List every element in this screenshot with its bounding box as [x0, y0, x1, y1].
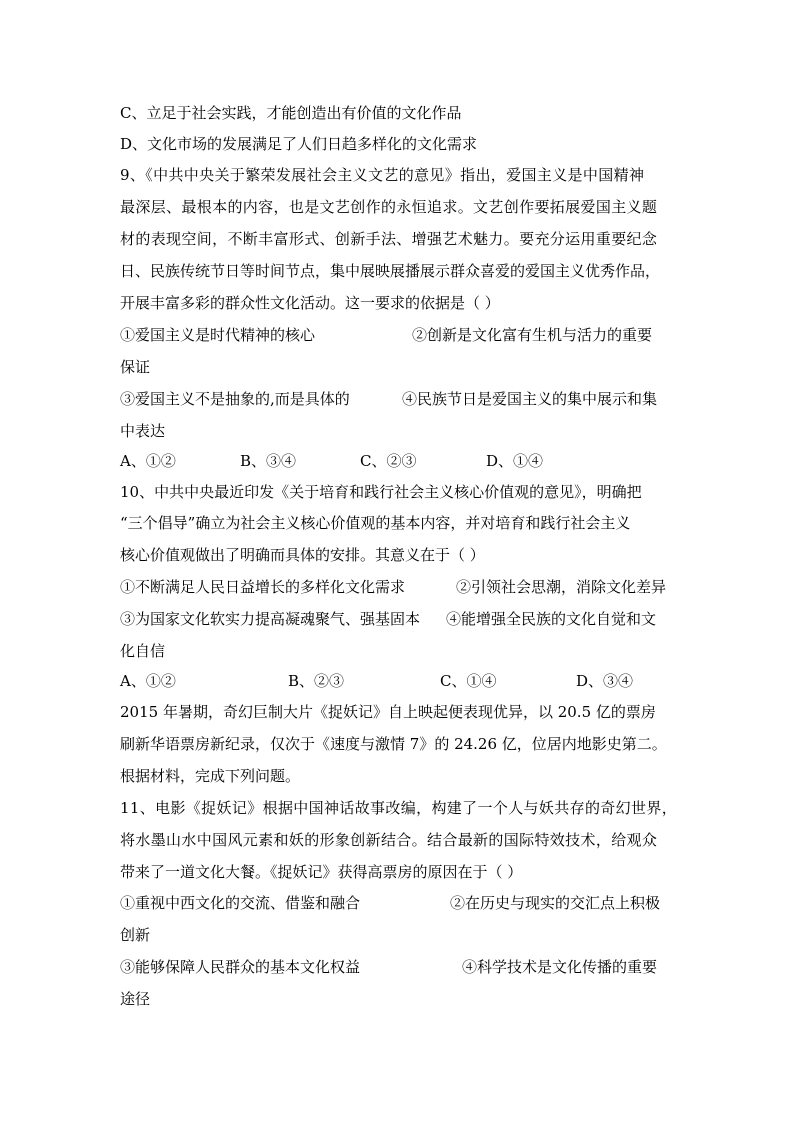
q9-option-c: C、②③: [360, 452, 417, 470]
q10-item-4-cont: 化自信: [120, 642, 166, 660]
q9-stem-line: 开展丰富多彩的群众性文化活动。这一要求的依据是（ ）: [120, 294, 500, 312]
q9-option-d: D、①④: [486, 452, 544, 470]
q10-item-1: ①不断满足人民日益增长的多样化文化需求: [120, 578, 406, 596]
q11-item-4: ④科学技术是文化传播的重要: [462, 958, 658, 976]
q9-item-4: ④民族节日是爱国主义的集中展示和集: [402, 390, 658, 408]
q10-option-b: B、②③: [288, 672, 345, 690]
q9-stem-line: 材的表现空间，不断丰富形式、创新手法、增强艺术魅力。要充分运用重要纪念: [120, 230, 658, 248]
q10-item-2: ②引领社会思潮，消除文化差异: [456, 578, 667, 596]
q10-option-d: D、③④: [576, 672, 634, 690]
q10-stem-line: 10、中共中央最近印发《关于培育和践行社会主义核心价值观的意见》，明确把: [120, 483, 642, 501]
q11-item-3: ③能够保障人民群众的基本文化权益: [120, 958, 361, 976]
q9-option-b: B、③④: [240, 452, 297, 470]
q11-item-4-cont: 途径: [120, 990, 151, 1008]
q9-item-2-cont: 保证: [120, 358, 151, 376]
q10-option-a: A、①②: [120, 672, 176, 690]
q9-item-1: ①爱国主义是时代精神的核心: [120, 326, 316, 344]
q8-option-d: D、文化市场的发展满足了人们日趋多样化的文化需求: [120, 135, 478, 153]
q10-option-c: C、①④: [440, 672, 497, 690]
q9-option-a: A、①②: [120, 452, 176, 470]
q11-item-2-cont: 创新: [120, 926, 151, 944]
q9-item-2: ②创新是文化富有生机与活力的重要: [412, 326, 653, 344]
material-line: 刷新华语票房新纪录，仅次于《速度与激情 7》的 24.26 亿，位居内地影史第二。: [120, 735, 667, 753]
material-line: 2015 年暑期，奇幻巨制大片《捉妖记》自上映起便表现优异，以 20.5 亿的票房: [120, 703, 656, 721]
q11-stem-line: 带来了一道文化大餐。《捉妖记》获得高票房的原因在于（ ）: [120, 863, 523, 881]
q8-option-c: C、立足于社会实践，才能创造出有价值的文化作品: [120, 104, 462, 122]
q9-item-3: ③爱国主义不是抽象的,而是具体的: [120, 390, 350, 408]
q9-stem-line: 9、《中共中央关于繁荣发展社会主义文艺的意见》指出，爱国主义是中国精神: [120, 166, 645, 184]
q11-item-2: ②在历史与现实的交汇点上积极: [450, 894, 661, 912]
material-line: 根据材料，完成下列问题。: [120, 767, 301, 785]
q11-stem-line: 11、电影《捉妖记》根据中国神话故事改编，构建了一个人与妖共存的奇幻世界，: [120, 799, 678, 817]
q9-item-4-cont: 中表达: [120, 422, 166, 440]
q10-stem-line: “三个倡导”确立为社会主义核心价值观的基本内容，并对培育和践行社会主义: [120, 514, 631, 532]
q10-item-4: ④能增强全民族的文化自觉和文: [446, 610, 657, 628]
q11-item-1: ①重视中西文化的交流、借鉴和融合: [120, 894, 361, 912]
q10-item-3: ③为国家文化软实力提高凝魂聚气、强基固本: [120, 610, 421, 628]
q9-stem-line: 最深层、最根本的内容，也是文艺创作的永恒追求。文艺创作要拓展爱国主义题: [120, 198, 658, 216]
q11-stem-line: 将水墨山水中国风元素和妖的形象创新结合。结合最新的国际特效技术，给观众: [120, 831, 658, 849]
q9-stem-line: 日、民族传统节日等时间节点，集中展映展播展示群众喜爱的爱国主义优秀作品，: [120, 262, 661, 280]
q10-stem-line: 核心价值观做出了明确而具体的安排。其意义在于（ ）: [120, 546, 485, 564]
